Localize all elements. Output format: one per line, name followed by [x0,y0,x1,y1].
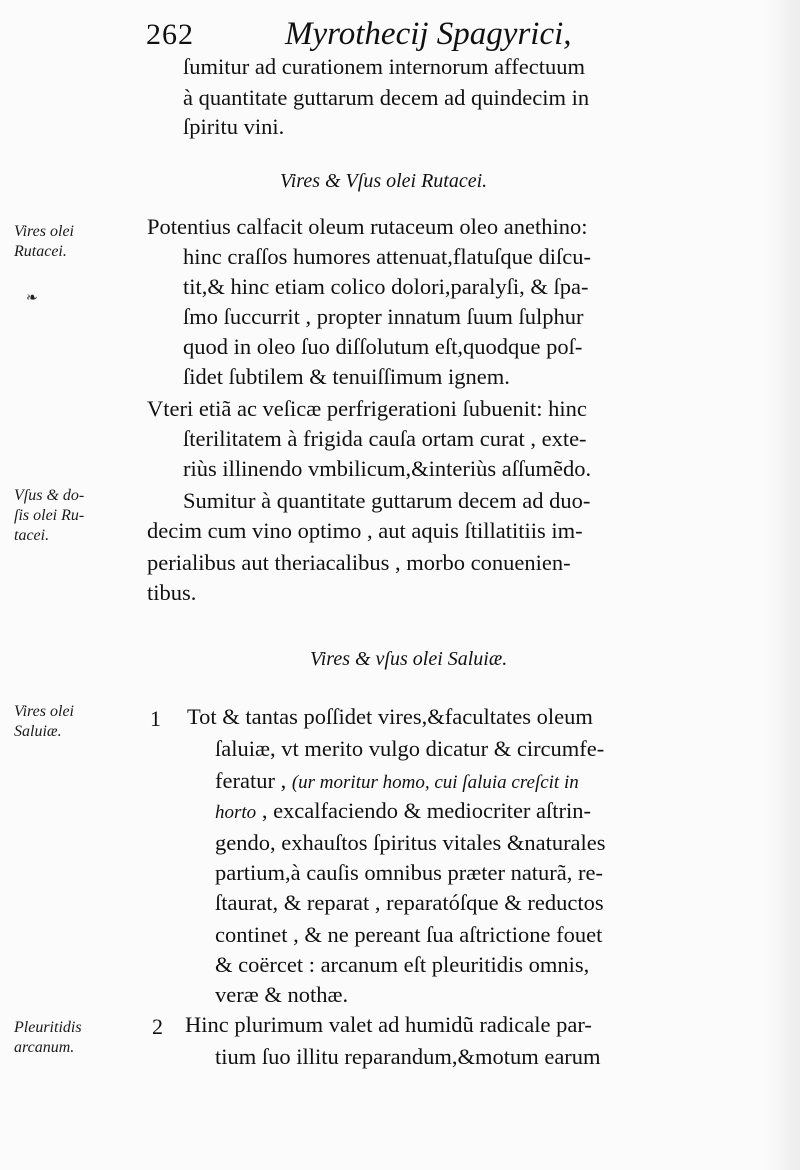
text-line: gendo, exhauſtos ſpiritus vitales &naturales [215,830,606,855]
text-line: Tot & tantas poſſidet vires,&facultates oleum [187,704,593,729]
text-line: Sumitur à quantitate guttarum decem ad duo- [183,488,591,513]
text-line: Vteri etiã ac veſicæ perfrigerationi ſubuenit: hinc [147,396,587,421]
running-title: Myrothecij Spagyrici, [285,16,572,52]
text-line: riùs illinendo vmbilicum,&interiùs aſſumẽdo. [183,456,592,481]
margin-note: Vſus & do- ſis olei Ru- tacei. [14,487,85,544]
text-line: ſumitur ad curationem internorum affectuum [183,54,585,79]
text-line: partium,à cauſis omnibus præter naturã, re- [215,860,604,885]
page-header [140,14,740,54]
page-edge-shadow [764,0,800,1170]
text-line: ſtaurat, & reparat , reparatóſque & reductos [215,890,604,915]
text-line: feratur , (ur moritur homo, cui ſaluia creſcit in [215,768,579,793]
margin-note: Pleuritidis arcanum. [14,1019,82,1056]
text-line: horto , excalfaciendo & mediocriter aſtrin- [215,798,592,823]
margin-note: Vires olei Saluiæ. [14,703,74,740]
text-line: & coërcet : arcanum eſt pleuritidis omnis, [215,952,590,977]
text-line: Potentius calfacit oleum rutaceum oleo anethino: [147,214,588,239]
text-line: à quantitate guttarum decem ad quindecim in [183,85,590,110]
page-number: 262 [146,18,194,51]
text-line: ſterilitatem à frigida cauſa ortam curat , exte- [183,426,587,451]
text-line: continet , & ne pereant ſua aſtrictione fouet [215,922,603,947]
text-line: tibus. [147,580,197,605]
text-line: ſpiritu vini. [183,114,285,139]
text-line: tit,& hinc etiam colico dolori,paralyſi, & ſpa- [183,274,589,299]
text-line: hinc craſſos humores attenuat,flatuſque diſcu- [183,244,591,269]
item-number: 1 [150,706,161,731]
text-line: tium ſuo illitu reparandum,&motum earum [215,1044,601,1069]
text-line: Hinc plurimum valet ad humidũ radicale par- [185,1012,592,1037]
section-heading: Vires & Vſus olei Rutacei. [280,170,488,192]
text-line: decim cum vino optimo , aut aquis ſtillatitiis im- [147,518,583,543]
text-line: ſaluiæ, vt merito vulgo dicatur & circumfe- [215,736,605,761]
section-heading: Vires & vſus olei Saluiæ. [310,648,508,670]
text-line: ſmo ſuccurrit , propter innatum ſuum ſulphur [183,304,584,329]
ornament-icon: ❧ [26,290,38,306]
text-line: ſidet ſubtilem & tenuiſſimum ignem. [183,364,510,389]
text-line: perialibus aut theriacalibus , morbo conuenien- [147,550,571,575]
item-number: 2 [152,1014,163,1039]
margin-note: Vires olei Rutacei. [14,223,74,260]
text-line: veræ & nothæ. [215,982,349,1007]
text-line: quod in oleo ſuo diſſolutum eſt,quodque poſ- [183,334,583,359]
